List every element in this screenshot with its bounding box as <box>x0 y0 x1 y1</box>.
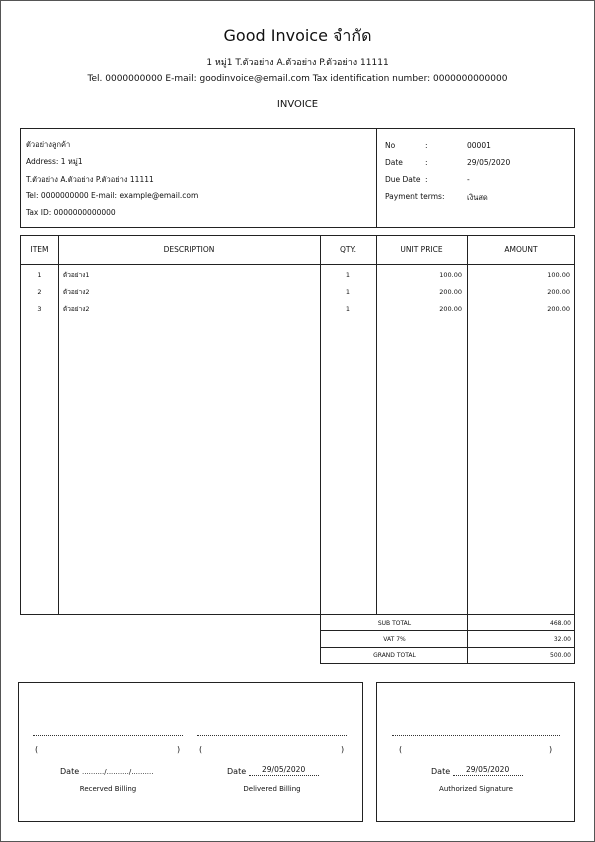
subtotal-value: 468.00 <box>550 620 571 627</box>
paren-close: ) <box>549 745 553 754</box>
header-divider <box>21 264 574 265</box>
cell-description: ตัวอย่าง1 <box>63 271 90 279</box>
grand-total-value: 500.00 <box>550 652 571 659</box>
signature-line <box>197 735 347 736</box>
meta-value: - <box>467 175 470 184</box>
customer-address-line2: T.ตัวอย่าง A.ตัวอย่าง P.ตัวอย่าง 11111 <box>26 175 154 184</box>
grand-total-label: GRAND TOTAL <box>373 652 416 659</box>
cell-unit-price: 100.00 <box>439 271 462 279</box>
signature-line <box>33 735 183 736</box>
paren-open: ( <box>399 745 403 754</box>
cell-qty: 1 <box>345 305 351 313</box>
items-table <box>20 235 575 615</box>
meta-row-due-date <box>385 175 575 187</box>
authorized-date: 29/05/2020 <box>466 765 510 774</box>
date-label: Date <box>431 767 451 776</box>
header-unit-price: UNIT PRICE <box>400 245 443 254</box>
header-amount: AMOUNT <box>504 245 538 254</box>
billing-signature-box <box>18 682 363 822</box>
invoice-meta <box>377 129 575 227</box>
vat-row <box>320 631 575 648</box>
delivered-date: 29/05/2020 <box>262 765 306 774</box>
received-date-blank: ........../........../.......... <box>82 768 154 776</box>
company-address: 1 หมู่1 T.ตัวอย่าง A.ตัวอย่าง P.ตัวอย่าง 11111 <box>206 58 389 68</box>
meta-label: No <box>385 141 396 150</box>
customer-info-box <box>20 128 575 228</box>
meta-row-number <box>385 141 575 153</box>
authorized-signature-box <box>376 682 575 822</box>
paren-close: ) <box>341 745 345 754</box>
cell-unit-price: 200.00 <box>439 288 462 296</box>
customer-address-line1: Address: 1 หมู่1 <box>26 157 83 166</box>
paren-close: ) <box>177 745 181 754</box>
cell-qty: 1 <box>345 288 351 296</box>
received-billing-caption: Recerved Billing <box>79 785 137 793</box>
date-label: Date <box>60 767 80 776</box>
column-divider <box>58 236 59 614</box>
meta-separator: : <box>425 141 428 150</box>
vat-label: VAT 7% <box>383 636 406 643</box>
cell-description: ตัวอย่าง2 <box>63 288 90 296</box>
cell-amount: 200.00 <box>547 305 570 313</box>
signature-line <box>392 735 560 736</box>
meta-value: 29/05/2020 <box>467 158 511 167</box>
customer-name: ตัวอย่างลูกค้า <box>26 140 71 149</box>
cell-item: 2 <box>37 288 42 296</box>
customer-tax-id: Tax ID: 0000000000000 <box>26 208 116 217</box>
meta-row-date <box>385 158 575 170</box>
company-contact: Tel. 0000000000 E-mail: goodinvoice@email.com Tax identification number: 0000000000000 <box>87 74 508 84</box>
grand-total-row <box>320 647 575 664</box>
paren-open: ( <box>35 745 39 754</box>
document-title: INVOICE <box>276 99 319 110</box>
meta-row-payment-terms <box>385 192 575 204</box>
cell-amount: 100.00 <box>547 271 570 279</box>
vat-value: 32.00 <box>553 636 571 643</box>
date-line <box>453 775 523 776</box>
meta-value: 00001 <box>467 141 491 150</box>
meta-label: Payment terms: <box>385 192 445 201</box>
customer-contact: Tel: 0000000000 E-mail: example@email.com <box>26 191 199 200</box>
date-line <box>249 775 319 776</box>
meta-value: เงินสด <box>467 193 488 202</box>
header-item: ITEM <box>30 245 49 254</box>
header-qty: QTY. <box>340 245 356 254</box>
cell-amount: 200.00 <box>547 288 570 296</box>
cell-description: ตัวอย่าง2 <box>63 305 90 313</box>
meta-separator: : <box>425 175 428 184</box>
cell-qty: 1 <box>345 271 351 279</box>
meta-label: Date <box>385 158 403 167</box>
cell-unit-price: 200.00 <box>439 305 462 313</box>
authorized-signature-caption: Authorized Signature <box>439 785 513 793</box>
company-name: Good Invoice จำกัด <box>223 26 372 45</box>
meta-label: Due Date <box>385 175 421 184</box>
subtotal-row <box>320 614 575 631</box>
meta-separator: : <box>425 158 428 167</box>
header-description: DESCRIPTION <box>163 245 215 254</box>
date-label: Date <box>227 767 247 776</box>
paren-open: ( <box>199 745 203 754</box>
cell-item: 1 <box>37 271 42 279</box>
cell-item: 3 <box>37 305 42 313</box>
delivered-billing-caption: Delivered Billing <box>243 785 301 793</box>
subtotal-label: SUB TOTAL <box>377 620 412 627</box>
